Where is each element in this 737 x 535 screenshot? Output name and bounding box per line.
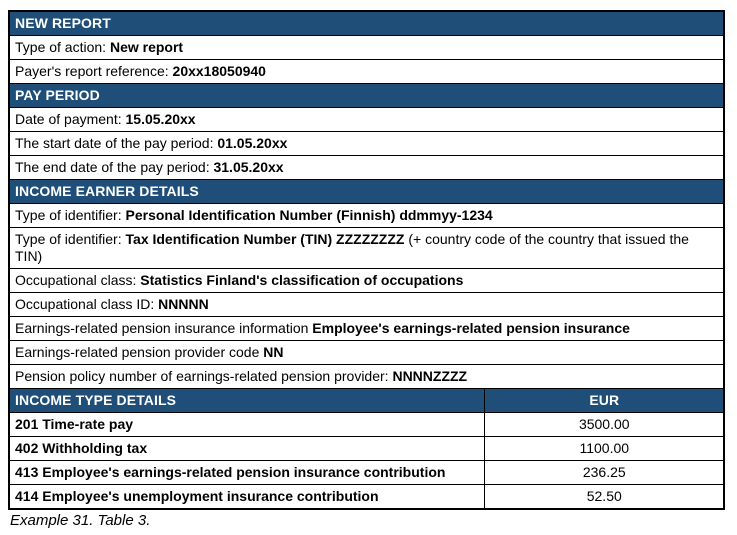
field-label: The end date of the pay period:	[15, 159, 214, 175]
field-pension-policy-number	[9, 365, 724, 389]
field-value: NNNNN	[158, 296, 209, 312]
field-suffix: (+ country code of the country that issued the TIN)	[15, 231, 689, 264]
field-occupational-class-id	[9, 293, 724, 317]
field-row	[9, 60, 724, 84]
field-label: Occupational class ID:	[15, 296, 159, 312]
field-pension-insurance-info	[9, 317, 724, 341]
field-label: Payer's report reference:	[15, 63, 173, 79]
field-value: 15.05.20xx	[125, 111, 196, 127]
section-header-row	[9, 11, 724, 36]
field-row	[9, 317, 724, 341]
section-header-new-report: NEW REPORT	[9, 11, 724, 36]
field-row	[9, 132, 724, 156]
income-row	[9, 461, 724, 485]
field-value: New report	[109, 39, 184, 55]
column-header-eur: EUR	[484, 389, 724, 413]
field-value: 01.05.20xx	[217, 135, 288, 151]
income-type-cell: 201 Time-rate pay	[9, 413, 484, 437]
field-value: Employee's earnings-related pension insurance	[312, 320, 630, 336]
section-header-income-type-details: INCOME TYPE DETAILS	[9, 389, 484, 413]
field-label: Type of identifier:	[15, 207, 126, 223]
table-caption: Example 31. Table 3.	[10, 512, 151, 529]
field-value: Tax Identification Number (TIN) ZZZZZZZZ	[125, 231, 405, 247]
field-type-of-action	[9, 36, 724, 60]
field-row	[9, 108, 724, 132]
field-pay-period-start	[9, 132, 724, 156]
section-header-pay-period: PAY PERIOD	[9, 84, 724, 108]
section-header-row	[9, 180, 724, 204]
field-label: Date of payment:	[15, 111, 126, 127]
income-row	[9, 485, 724, 510]
report-table	[8, 10, 725, 510]
income-row	[9, 437, 724, 461]
field-value: NN	[263, 344, 284, 360]
field-pay-period-end	[9, 156, 724, 180]
field-row	[9, 36, 724, 60]
field-row	[9, 341, 724, 365]
amount-cell: 236.25	[484, 461, 724, 485]
field-row	[9, 204, 724, 228]
income-table-header-row	[9, 389, 724, 413]
field-identifier-tin	[9, 228, 724, 269]
field-date-of-payment	[9, 108, 724, 132]
field-row	[9, 365, 724, 389]
field-label: Earnings-related pension insurance information	[15, 320, 313, 336]
income-type-cell: 413 Employee's earnings-related pension insurance contribution	[9, 461, 484, 485]
income-type-cell: 414 Employee's unemployment insurance contribution	[9, 485, 484, 510]
field-row	[9, 156, 724, 180]
income-type-cell: 402 Withholding tax	[9, 437, 484, 461]
section-header-row	[9, 84, 724, 108]
amount-cell: 3500.00	[484, 413, 724, 437]
field-row	[9, 269, 724, 293]
income-row	[9, 413, 724, 437]
field-value: Personal Identification Number (Finnish) ddmmyy-1234	[125, 207, 493, 223]
field-value: NNNNZZZZ	[392, 368, 468, 384]
field-label: Pension policy number of earnings-related pension provider:	[15, 368, 393, 384]
field-value: 20xx18050940	[172, 63, 266, 79]
field-value: 31.05.20xx	[213, 159, 284, 175]
field-label: The start date of the pay period:	[15, 135, 218, 151]
field-value: Statistics Finland's classification of occupations	[140, 272, 464, 288]
field-identifier-pin	[9, 204, 724, 228]
field-label: Type of identifier:	[15, 231, 126, 247]
field-pension-provider-code	[9, 341, 724, 365]
field-row	[9, 228, 724, 269]
field-row	[9, 293, 724, 317]
field-label: Type of action:	[15, 39, 110, 55]
field-label: Earnings-related pension provider code	[15, 344, 264, 360]
field-report-reference	[9, 60, 724, 84]
section-header-income-earner-details: INCOME EARNER DETAILS	[9, 180, 724, 204]
amount-cell: 52.50	[484, 485, 724, 510]
amount-cell: 1100.00	[484, 437, 724, 461]
field-occupational-class	[9, 269, 724, 293]
field-label: Occupational class:	[15, 272, 141, 288]
